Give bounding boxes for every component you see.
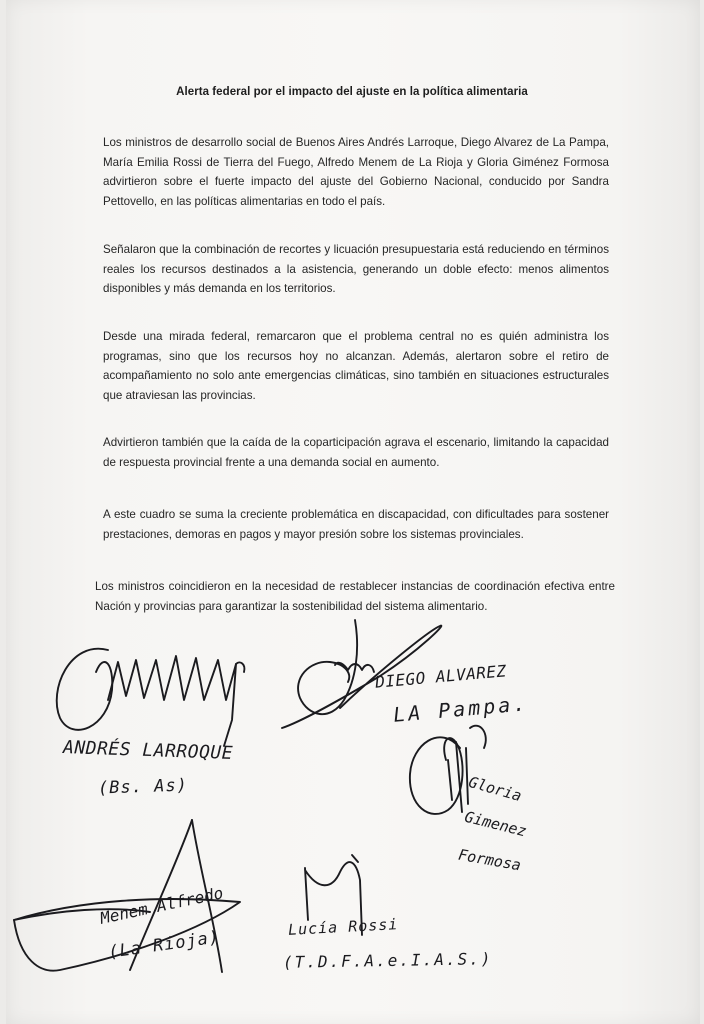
signature-province-larroque: (Bs. As)	[97, 775, 189, 799]
signature-label-gimenez-first: Gloria	[466, 772, 524, 806]
signature-label-menem: Menem Alfredo	[98, 883, 225, 928]
paragraph-1: Los ministros de desarrollo social de Buenos Aires Andrés Larroque, Diego Alvarez de La Pampa, María Emilia Rossi de Tierra del Fuego, Alfredo Menem de La Rioja y Gloria Giménez Formosa advirtieron sobre el fuerte impacto del ajuste del Gobierno Nacional, conducido por Sandra Pettovello, en las políticas alimentarias en todo el país.	[103, 136, 609, 209]
signature-label-rossi: Lucía Rossi	[287, 915, 399, 939]
signature-province-gimenez: Formosa	[456, 845, 523, 875]
signature-gimenez-scribble	[410, 726, 486, 814]
signature-label-alvarez: DIEGO ALVAREZ	[374, 661, 508, 692]
paragraph-2: Señalaron que la combinación de recortes y licuación presupuestaria está reduciendo en términos reales los recursos destinados a la asistencia, generando un doble efecto: menos alimentos disponibles y más demanda en los territorios.	[103, 243, 609, 296]
signature-label-larroque: ANDRÉS LARROQUE	[62, 737, 234, 764]
paragraph-6: Los ministros coincidieron en la necesidad de restablecer instancias de coordinación efectiva entre Nación y provincias para garantizar la sostenibilidad del sistema alimentario.	[95, 580, 615, 613]
signature-label-gimenez-last: Gimenez	[462, 807, 529, 841]
paragraph-4: Advirtieron también que la caída de la coparticipación agrava el escenario, limitando la capacidad de respuesta provincial frente a una demanda social en aumento.	[103, 436, 609, 469]
signature-larroque-scribble	[57, 649, 245, 746]
paragraph-3: Desde una mirada federal, remarcaron que el problema central no es quién administra los programas, sino que los recursos hoy no alcanzan. Además, alertaron sobre el retiro de acompañamiento no solo ante emergencias climáticas, sino también en situaciones estructurales que atraviesan las provincias.	[103, 330, 609, 403]
signature-province-rossi: (T.D.F.A.e.I.A.S.)	[282, 949, 493, 972]
signature-province-menem: (La Rioja)	[107, 927, 222, 963]
document-title: Alerta federal por el impacto del ajuste en la política alimentaria	[176, 86, 528, 98]
paragraph-5: A este cuadro se suma la creciente problemática en discapacidad, con dificultades para sostener prestaciones, demoras en pagos y mayor presión sobre los sistemas provinciales.	[103, 508, 609, 541]
signature-province-alvarez: LA Pampa.	[392, 691, 530, 727]
